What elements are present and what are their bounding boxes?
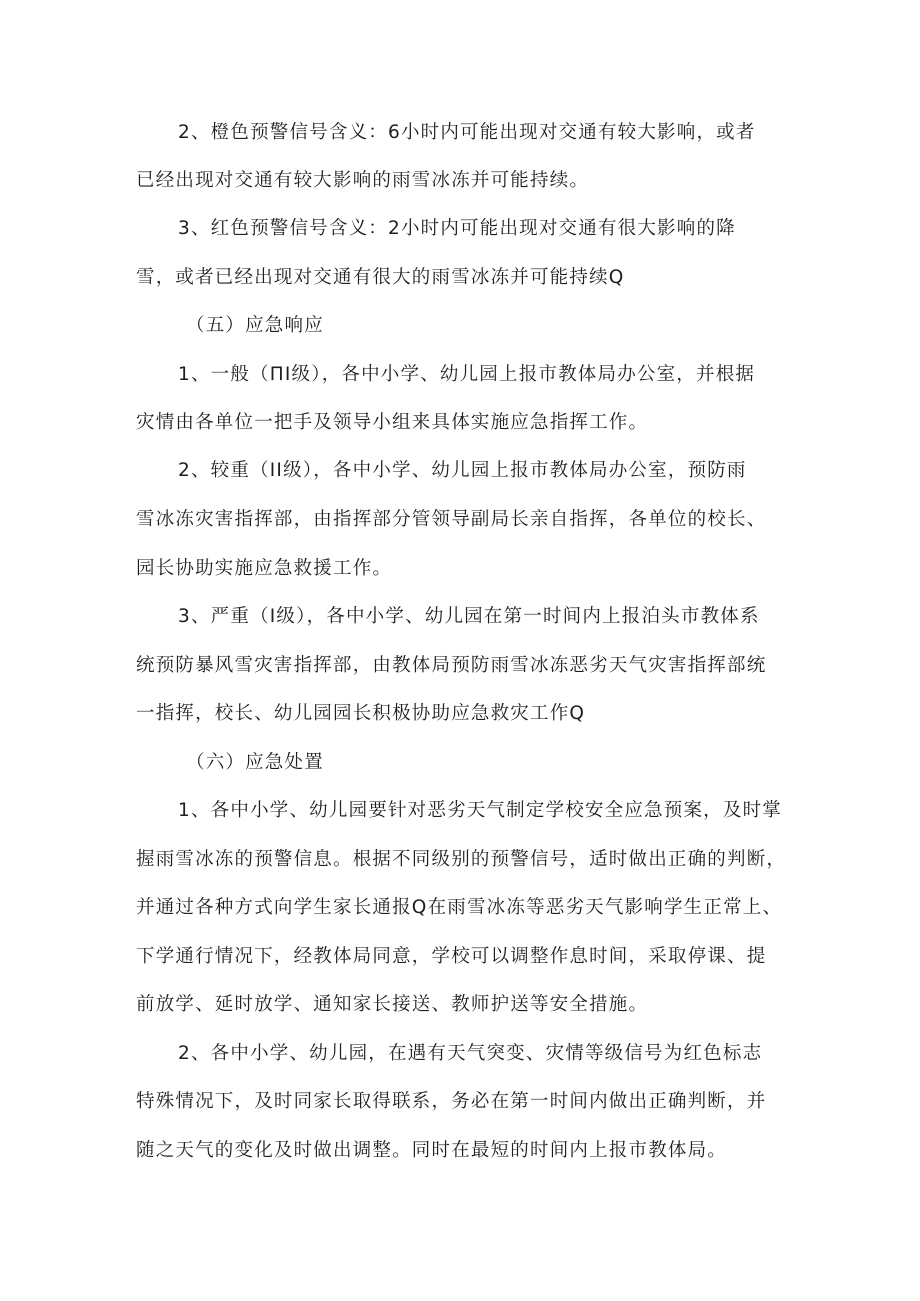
paragraph-line: 已经出现对交通有较大影响的雨雪冰冻并可能持续。 <box>136 170 590 191</box>
paragraph-line: 随之天气的变化及时做出调整。同时在最短的时间内上报市教体局。 <box>136 1140 728 1161</box>
paragraph-line: 灾情由各单位一把手及领导小组来具体实施应急指挥工作。 <box>136 412 649 433</box>
paragraph-line: 1、一般（ΠI级），各中小学、幼儿园上报市教体局办公室，并根据 <box>178 364 756 385</box>
paragraph-line: 握雨雪冰冻的预警信息。根据不同级别的预警信号，适时做出正确的判断， <box>136 849 787 870</box>
section-heading: （五）应急响应 <box>186 315 324 336</box>
paragraph-line: 雪，或者已经出现对交通有很大的雨雪冰冻并可能持续Q <box>136 267 625 288</box>
paragraph-line: 前放学、延时放学、通知家长接送、教师护送等安全措施。 <box>136 994 649 1015</box>
paragraph-line: 统预防暴风雪灾害指挥部，由教体局预防雨雪冰冻恶劣天气灾害指挥部统 <box>136 655 767 676</box>
paragraph-line: 2、各中小学、幼儿园，在遇有天气突变、灾情等级信号为红色标志 <box>178 1043 763 1064</box>
paragraph-line: 特殊情况下，及时同家长取得联系，务必在第一时间内做出正确判断，并 <box>136 1091 767 1112</box>
paragraph-line: 2、较重（II级），各中小学、幼儿园上报市教体局办公室，预防雨 <box>178 460 747 481</box>
paragraph-line: 并通过各种方式向学生家长通报Q在雨雪冰冻等恶劣天气影响学生正常上、 <box>136 897 783 918</box>
paragraph-line: 1、各中小学、幼儿园要针对恶劣天气制定学校安全应急预案，及时掌 <box>178 800 782 821</box>
paragraph-line: 园长协助实施应急救援工作。 <box>136 558 393 579</box>
paragraph-line: 一指挥，校长、幼儿园园长积极协助应急救灾工作Q <box>136 703 586 724</box>
paragraph-line: 3、严重（I级），各中小学、幼儿园在第一时间内上报泊头市教体系 <box>178 606 760 627</box>
paragraph-line: 3、红色预警信号含义：2小时内可能出现对交通有很大影响的降 <box>178 218 736 239</box>
paragraph-line: 下学通行情况下，经教体局同意，学校可以调整作息时间，采取停课、提 <box>136 946 767 967</box>
section-heading: （六）应急处置 <box>186 752 324 773</box>
paragraph-line: 2、橙色预警信号含义：6小时内可能出现对交通有较大影响，或者 <box>178 122 756 143</box>
paragraph-line: 雪冰冻灾害指挥部，由指挥部分管领导副局长亲自指挥，各单位的校长、 <box>136 509 767 530</box>
